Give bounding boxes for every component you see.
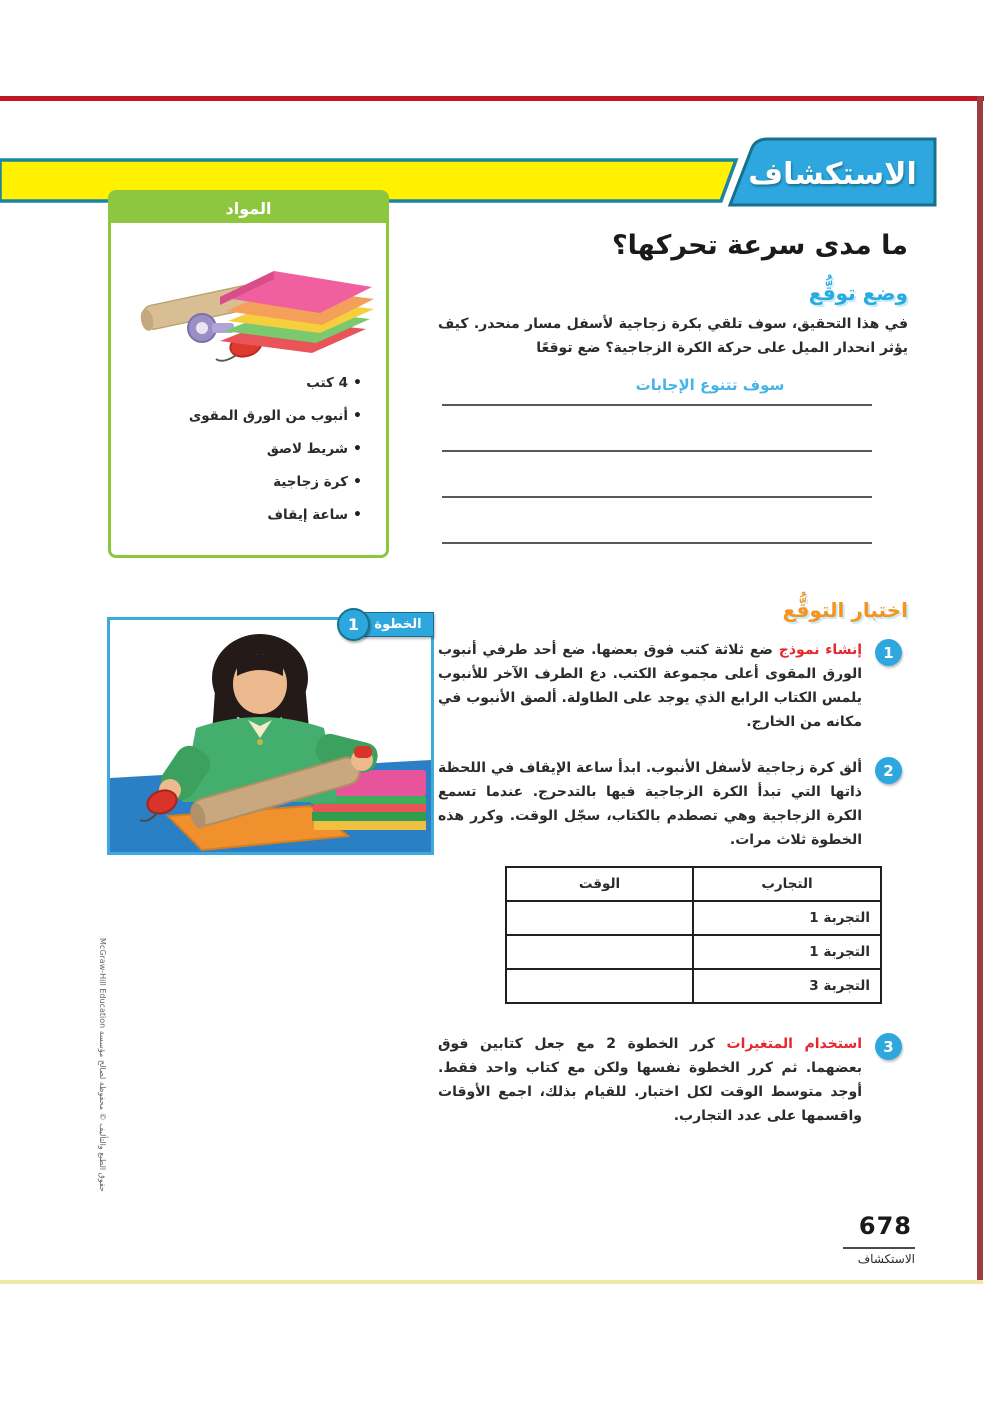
step-number-badge: 1	[337, 608, 370, 641]
predict-paragraph: في هذا التحقيق، سوف تلقي بكرة زجاجية لأسفل مسار منحدر. كيف يؤثر انحدار الميل على حركة الكرة الزجاجية؟ ضع توقعًا	[438, 316, 908, 356]
table-row	[506, 901, 881, 935]
materials-photo	[124, 233, 374, 373]
step-3	[438, 1032, 908, 1128]
step-label: الخطوة	[362, 612, 434, 637]
section-banner-title: الاستكشاف	[748, 156, 917, 192]
trials-table	[505, 866, 882, 1004]
step-1-number: 1	[875, 639, 902, 666]
books-stack-image	[220, 271, 374, 353]
page-number: 678	[858, 1212, 912, 1240]
trial-label: التجربة 3	[693, 969, 881, 1003]
table-row	[506, 969, 881, 1003]
bottom-yellow-rule	[0, 1280, 983, 1284]
time-cell	[506, 901, 693, 935]
step-3-number: 3	[875, 1033, 902, 1060]
step-2	[438, 756, 908, 852]
answer-note: سوف تتنوع الإجابات	[635, 376, 785, 394]
materials-item: • كرة زجاجية	[121, 474, 362, 490]
materials-item: • أنبوب من الورق المقوى	[121, 408, 362, 424]
step-3-text: كرر الخطوة 2 مع جعل كتابين فوق بعضهما. ثم كرر الخطوة نفسها ولكن مع كتاب واحد فقط. أوجد متوسط الوقت لكل اختبار. للقيام بذلك، اجمع الأوقات واقسمها على عدد التجارب.	[438, 1036, 862, 1124]
materials-item: • ساعة إيقاف	[121, 507, 362, 523]
step-1-text: ضع ثلاثة كتب فوق بعضها. ضع أحد طرفي أنبوب الورق المقوى أعلى مجموعة الكتب. دع الطرف الآخر للأنبوب يلمس الكتاب الرابع الذي يوجد على الطاولة. ألصق الأنبوب في مكانه من الخارج.	[438, 642, 862, 730]
step-1-lead: إنشاء نموذج	[778, 642, 862, 658]
step-2-number: 2	[875, 757, 902, 784]
footer-section-label: الاستكشاف	[857, 1252, 915, 1266]
materials-item: • شريط لاصق	[121, 441, 362, 457]
answer-blank-line	[442, 404, 872, 406]
materials-header: المواد	[111, 193, 386, 223]
experiment-photo-frame	[107, 617, 434, 855]
step-1	[438, 638, 908, 734]
top-red-rule	[0, 96, 984, 101]
answer-blank-line	[442, 496, 872, 498]
step-3-lead: استخدام المتغيرات	[726, 1036, 863, 1052]
photo-step-badge	[337, 611, 434, 638]
table-header-row	[506, 867, 881, 901]
copyright-credit: McGraw-Hill Education حقوق الطبع والتأليف © محفوظة لصالح مؤسسة	[98, 938, 107, 1192]
column-header-trials: التجارب	[693, 867, 881, 901]
answer-blank-line	[442, 542, 872, 544]
footer-divider	[843, 1247, 915, 1249]
column-header-time: الوقت	[506, 867, 693, 901]
time-cell	[506, 969, 693, 1003]
predict-heading: وضع توقُّع	[808, 281, 908, 305]
test-heading: اختبار التوقُّع	[782, 598, 908, 622]
step-2-text: ألق كرة زجاجية لأسفل الأنبوب. ابدأ ساعة الإيقاف في اللحظة ذاتها التي تبدأ الكرة الزجاجية فيها بالتدحرج. عندما تسمع الكرة الزجاجية وهي تصطدم بالكتاب، سجّل الوقت. وكرر هذه الخطوة ثلاث مرات.	[438, 760, 862, 848]
experiment-photo	[110, 620, 431, 852]
time-cell	[506, 935, 693, 969]
right-red-rule	[977, 96, 983, 1284]
materials-list	[111, 373, 386, 523]
table-row	[506, 935, 881, 969]
materials-item: • 4 كتب	[121, 375, 362, 391]
trial-label: التجربة 1	[693, 901, 881, 935]
materials-box	[108, 190, 389, 558]
trial-label: التجربة 1	[693, 935, 881, 969]
answer-blank-line	[442, 450, 872, 452]
tape-image	[188, 314, 234, 342]
page-title: ما مدى سرعة تحركها؟	[612, 230, 908, 261]
